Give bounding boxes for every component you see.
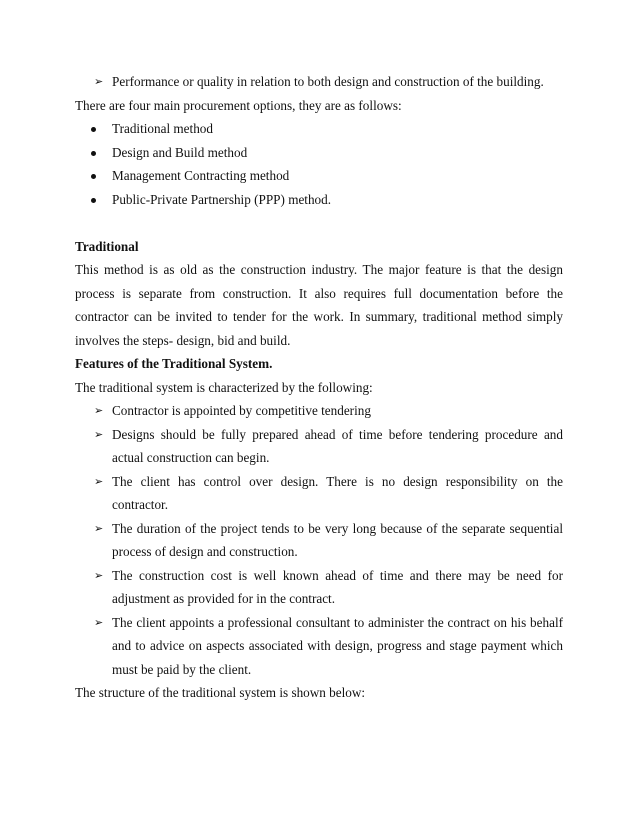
list-item [75, 564, 563, 611]
features-list [75, 399, 563, 681]
arrowhead-bullet-icon: ➢ [94, 474, 104, 488]
list-item [75, 70, 563, 94]
arrowhead-bullet-icon: ➢ [94, 404, 104, 417]
arrowhead-bullet-icon: ➢ [94, 427, 104, 441]
filled-circle-bullet-icon [91, 151, 96, 156]
list-item [75, 611, 563, 682]
arrowhead-bullet-icon: ➢ [94, 568, 104, 582]
procurement-options-list [75, 117, 563, 211]
list-item-text: Management Contracting method [112, 168, 290, 183]
list-item-text: The duration of the project tends to be very long because of the separate sequential process of design and construction. [112, 520, 563, 559]
list-item [75, 423, 563, 470]
list-item [75, 188, 563, 212]
list-item [75, 470, 563, 517]
features-intro: The traditional system is characterized by the following: [75, 379, 373, 395]
features-heading: Features of the Traditional System. [75, 356, 273, 371]
filled-circle-bullet-icon [91, 127, 96, 132]
arrowhead-bullet-icon: ➢ [94, 615, 104, 629]
list-item-text: The client has control over design. There is no design responsibility on the contractor. [112, 473, 563, 512]
list-item [75, 517, 563, 564]
document-page [75, 70, 563, 705]
intro-sentence: There are four main procurement options, they are as follows: [75, 97, 402, 113]
list-item [75, 141, 563, 165]
traditional-heading: Traditional [75, 238, 139, 254]
list-item [75, 164, 563, 188]
list-item-text: Contractor is appointed by competitive tendering [112, 403, 371, 418]
arrowhead-bullet-icon: ➢ [94, 75, 104, 88]
list-item-text: The client appoints a professional consultant to administer the contract on his behalf and to advice on aspects associated with design, progress and stage payment which must be paid by the client. [112, 614, 563, 677]
list-item-text: Traditional method [112, 121, 213, 136]
spacer [75, 211, 563, 235]
filled-circle-bullet-icon [91, 174, 96, 179]
top-arrow-list [75, 70, 563, 94]
list-item [75, 399, 563, 423]
list-item-text: Designs should be fully prepared ahead of time before tendering procedure and actual construction can begin. [112, 426, 563, 465]
filled-circle-bullet-icon [91, 198, 96, 203]
arrowhead-bullet-icon: ➢ [94, 521, 104, 535]
list-item [75, 117, 563, 141]
traditional-paragraph: This method is as old as the construction industry. The major feature is that the design process is separate from construction. It also requires full documentation before the contractor can be invited to tender for the work. In summary, traditional method simply involves the steps- design, bid and build. [75, 262, 563, 348]
list-item-text: The construction cost is well known ahead of time and there may be need for adjustment as provided for in the contract. [112, 567, 563, 606]
list-item-text: Design and Build method [112, 144, 248, 160]
list-item-text: Performance or quality in relation to both design and construction of the building. [112, 74, 544, 89]
list-item-text: Public-Private Partnership (PPP) method. [112, 191, 332, 207]
closing-sentence: The structure of the traditional system is shown below: [75, 685, 366, 700]
